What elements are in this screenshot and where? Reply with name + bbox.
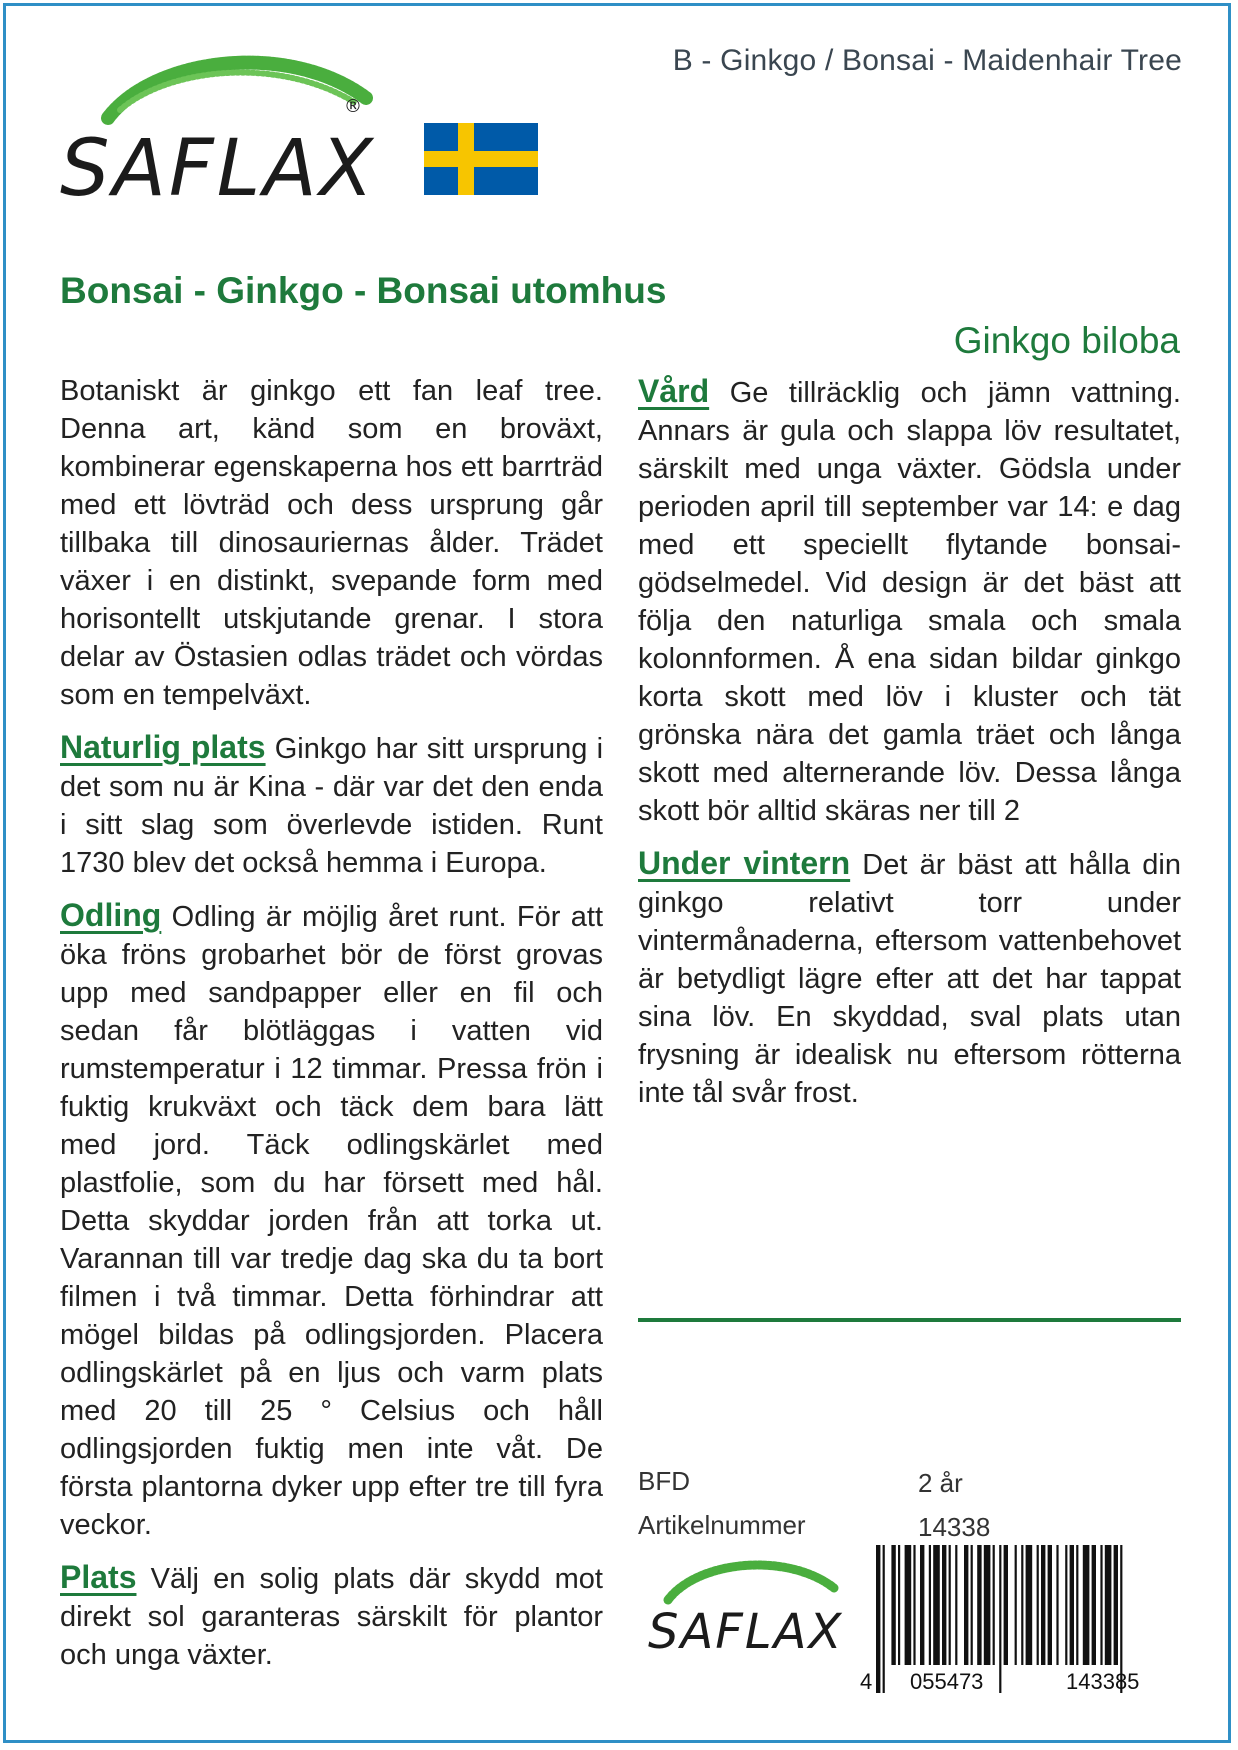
- small-brand-text: SAFLAX: [648, 1604, 844, 1660]
- plats-heading: Plats: [60, 1559, 137, 1595]
- barcode-bar: [1083, 1545, 1090, 1665]
- barcode-bar: [876, 1545, 880, 1693]
- under-vintern-text: Det är bäst att hålla din ginkgo relativt torr under vintermånaderna, eftersom vattenbehovet är betydligt lägre efter att det har tappat sina löv. En skyddad, sval plats utan frysning är idealisk nu eftersom rötterna inte tål svår frost.: [638, 849, 1182, 1109]
- bfd-label: BFD: [638, 1466, 690, 1496]
- barcode-bar: [913, 1545, 915, 1665]
- barcode-bar: [1070, 1545, 1074, 1665]
- plats-section: [60, 1558, 603, 1674]
- category-line: B - Ginkgo / Bonsai - Maidenhair Tree: [672, 44, 1182, 77]
- barcode-bar: [955, 1545, 957, 1665]
- under-vintern-section: [638, 844, 1181, 1112]
- barcode-bar: [971, 1545, 973, 1665]
- barcode-bar: [984, 1545, 991, 1665]
- barcode-bar: [1048, 1545, 1052, 1665]
- barcode-bar: [942, 1545, 946, 1665]
- barcode-bar: [1076, 1545, 1078, 1665]
- article-label: Artikelnummer: [638, 1510, 806, 1540]
- odling-text: Odling är möjlig året runt. För att öka fröns grobarhet bör de först grovas upp med sandpapper eller en fil och sedan får blötläggas i vatten vid rumstemperatur i 12 timmar. Pressa frön i fuktig krukväxt och täck dem bara lätt med jord. Täck odlingskärlet med plastfolie, som du har försett med hål. Detta skyddar jorden från att torka ut. Varannan till var tredje dag ska du ta bort filmen i två timmar. Detta förhindrar att mögel bildas på odlingsjorden. Placera odlingskärlet på en ljus och varm plats med 20 till 25 ° Celsius och håll odlingsjorden fuktig men inte våt. De första plantorna dyker upp efter tre till fyra veckor.: [60, 901, 603, 1541]
- registered-mark: ®: [344, 96, 362, 117]
- barcode-bar: [1114, 1545, 1118, 1665]
- barcode-bar: [920, 1545, 924, 1665]
- product-title: Bonsai - Ginkgo - Bonsai utomhus: [60, 270, 667, 311]
- barcode-bar: [977, 1545, 981, 1665]
- barcode-left-group: 055473: [910, 1669, 984, 1694]
- barcode-bar: [1100, 1545, 1102, 1665]
- barcode-bar: [1092, 1545, 1096, 1665]
- barcode-bar: [1021, 1545, 1023, 1665]
- barcode: [858, 1545, 1180, 1695]
- barcode-bar: [883, 1545, 885, 1693]
- vard-text: Ge tillräcklig och jämn vattning. Annars är gula och slappa löv resultatet, särskilt med unga växter. Gödsla under perioden april till september var 14: e dag med ett speciellt flytande bonsai-gödselmedel. Vid design är det bäst att följa den naturliga smala och smala kolonnformen. Å ena sidan bildar ginkgo korta skott med löv i kluster och tät grönska nära det gamla träet och långa skott med alternerande löv. Dessa långa skott bör alltid skäras ner till 2: [638, 377, 1181, 827]
- latin-name: Ginkgo biloba: [953, 320, 1180, 361]
- vard-heading: Vård: [638, 373, 710, 409]
- barcode-bar: [999, 1545, 1001, 1693]
- barcode-bar: [929, 1545, 931, 1665]
- barcode-bar: [891, 1545, 895, 1665]
- bfd-value: 2 år: [918, 1468, 963, 1498]
- barcode-bar: [898, 1545, 900, 1665]
- barcode-bar: [905, 1545, 912, 1665]
- barcode-bar: [933, 1545, 940, 1665]
- barcode-bar: [949, 1545, 951, 1665]
- intro-text: Botaniskt är ginkgo ett fan leaf tree. Denna art, känd som en broväxt, kombinerar egenskaperna hos ett barrträd med ett lövträd och dess ursprung går tillbaka till dinosauriernas ålder. Trädet växer i en distinkt, svepande form med horisontellt utskjutande grenar. I stora delar av Östasien odlas trädet och vördas som en tempelväxt.: [60, 375, 603, 711]
- right-column: [638, 372, 1181, 1126]
- barcode-bar: [1015, 1545, 1017, 1665]
- barcode-bar: [993, 1545, 995, 1665]
- barcode-right-group: 143385: [1066, 1669, 1140, 1694]
- intro-paragraph: [60, 372, 603, 714]
- article-value: 14338: [918, 1512, 991, 1542]
- swedish-flag-icon: [424, 123, 538, 195]
- saflax-logo: [58, 40, 418, 210]
- barcode-bar: [1065, 1545, 1067, 1665]
- odling-heading: Odling: [60, 897, 162, 933]
- left-column: [60, 372, 603, 1688]
- barcode-bar: [1026, 1545, 1033, 1665]
- barcode-bar: [1037, 1545, 1039, 1665]
- naturlig-plats-text: Ginkgo har sitt ursprung i det som nu är Kina - där var det den enda i sitt slag som överlevde istiden. Runt 1730 blev det också hemma i Europa.: [60, 733, 604, 879]
- barcode-bar: [1041, 1545, 1045, 1665]
- plats-text: Välj en solig plats där skydd mot direkt sol garanteras särskilt för plantor och unga växter.: [60, 1563, 603, 1671]
- barcode-bar: [964, 1545, 968, 1665]
- barcode-bar: [1056, 1545, 1058, 1665]
- barcode-bar: [1105, 1545, 1112, 1665]
- under-vintern-heading: Under vintern: [638, 845, 851, 881]
- brand-text: SAFLAX: [60, 124, 376, 210]
- barcode-first-digit: 4: [860, 1669, 873, 1694]
- odling-section: [60, 896, 603, 1544]
- section-divider: [638, 1318, 1181, 1322]
- naturlig-plats-section: [60, 728, 603, 882]
- vard-section: [638, 372, 1181, 830]
- naturlig-plats-heading: Naturlig plats: [60, 729, 266, 765]
- saflax-small-logo: [638, 1548, 853, 1660]
- barcode-bar: [1004, 1545, 1008, 1665]
